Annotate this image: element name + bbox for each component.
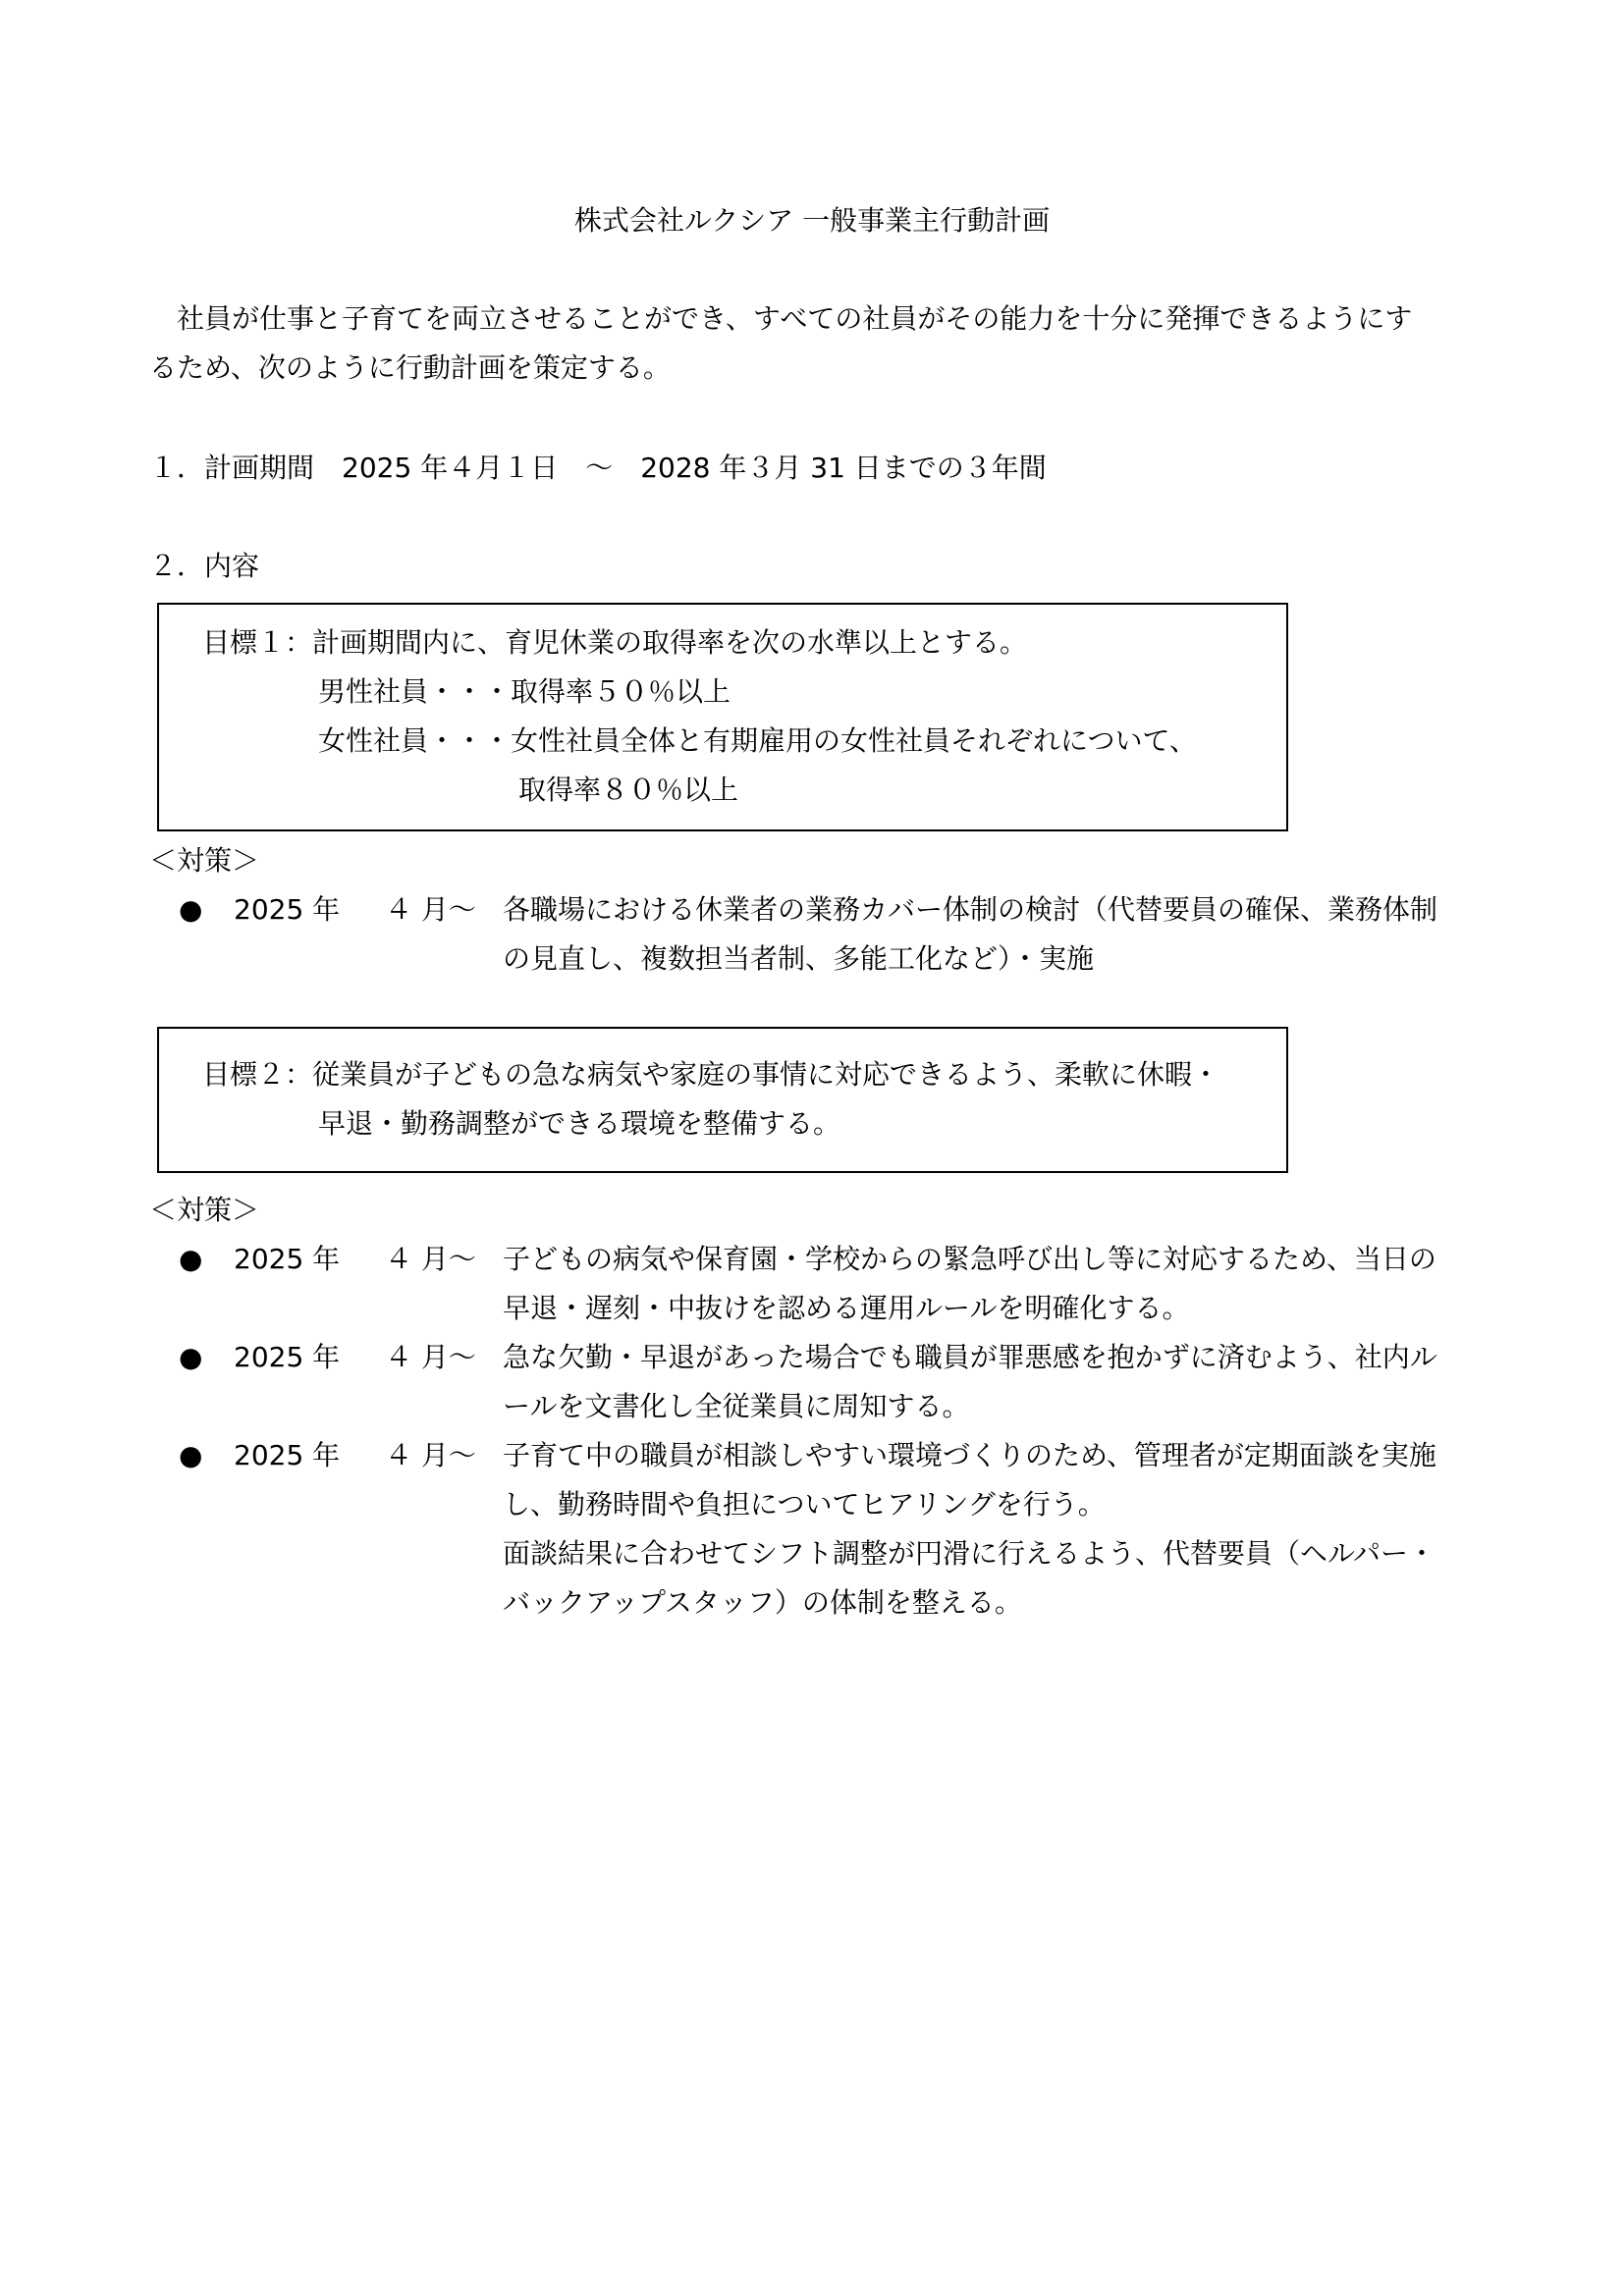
intro-line-1: 社員が仕事と子育てを両立させることができ、すべての社員がその能力を十分に発揮できるようにす (177, 302, 1413, 335)
measures-1-label: ＜対策＞ (149, 844, 260, 877)
plan-period-value: 2025 年４月１日 ～ 2028 年３月 31 日までの３年間 (342, 452, 1047, 484)
measure-text-line: ールを文書化し全従業員に周知する。 (503, 1390, 970, 1422)
intro-paragraph (149, 294, 1494, 393)
measure-text (503, 1431, 1494, 1628)
measure-text (503, 1333, 1494, 1431)
measure-text-line: 子育て中の職員が相談しやすい環境づくりのため、管理者が定期面談を実施 (503, 1439, 1436, 1471)
measure-year: 2025 年 (234, 893, 341, 926)
measure-text-line: 急な欠勤・早退があった場合でも職員が罪悪感を抱かずに済むよう、社内ル (503, 1341, 1437, 1373)
measure-text-line: し、勤務時間や負担についてヒアリングを行う。 (503, 1488, 1106, 1521)
measure-text-line: 子どもの病気や保育園・学校からの緊急呼び出し等に対応するため、当日の (503, 1243, 1436, 1275)
measures-2-label: ＜対策＞ (149, 1194, 260, 1226)
measure-text-line: の見直し、複数担当者制、多能工化など）・実施 (503, 942, 1095, 975)
measure-text-line: 面談結果に合わせてシフト調整が円滑に行えるよう、代替要員（ヘルパー・ (503, 1537, 1436, 1570)
goal-2-line-2: 早退・勤務調整ができる環境を整備する。 (318, 1107, 841, 1140)
goal-1-line-3: 女性社員・・・女性社員全体と有期雇用の女性社員それぞれについて、 (318, 724, 1197, 757)
plan-period-label: １．計画期間 (149, 452, 315, 484)
goal-2-line-1: 目標２：従業員が子どもの急な病気や家庭の事情に対応できるよう、柔軟に休暇・ (202, 1058, 1220, 1091)
bullet-icon: ● (179, 893, 203, 926)
measure-year: 2025 年 (234, 1341, 341, 1373)
content-heading: ２．内容 (149, 550, 260, 582)
measure-text (503, 885, 1494, 984)
goal-1-box (157, 603, 1288, 831)
measure-year: 2025 年 (234, 1439, 341, 1471)
bullet-icon: ● (179, 1439, 203, 1471)
plan-period-section (149, 444, 1047, 493)
measure-year: 2025 年 (234, 1243, 341, 1275)
measure-text-line: 早退・遅刻・中抜けを認める運用ルールを明確化する。 (503, 1292, 1190, 1324)
goal-2-box (157, 1027, 1288, 1173)
intro-line-2: るため、次のように行動計画を策定する。 (149, 351, 671, 384)
measure-text (503, 1235, 1494, 1333)
measure-month: ４ 月～ (385, 1341, 476, 1373)
document-title: 株式会社ルクシア 一般事業主行動計画 (573, 204, 1051, 237)
measure-text-line: 各職場における休業者の業務カバー体制の検討（代替要員の確保、業務体制 (503, 893, 1438, 926)
bullet-icon: ● (179, 1243, 203, 1275)
measure-month: ４ 月～ (385, 1439, 476, 1471)
goal-1-line-2: 男性社員・・・取得率５０％以上 (318, 675, 731, 708)
goal-1-line-1: 目標１：計画期間内に、育児休業の取得率を次の水準以上とする。 (202, 626, 1028, 659)
measure-month: ４ 月～ (385, 1243, 476, 1275)
goal-1-line-4: 取得率８０％以上 (518, 774, 739, 806)
measure-text-line: バックアップスタッフ）の体制を整える。 (503, 1586, 1022, 1619)
measure-month: ４ 月～ (385, 893, 476, 926)
bullet-icon: ● (179, 1341, 203, 1373)
